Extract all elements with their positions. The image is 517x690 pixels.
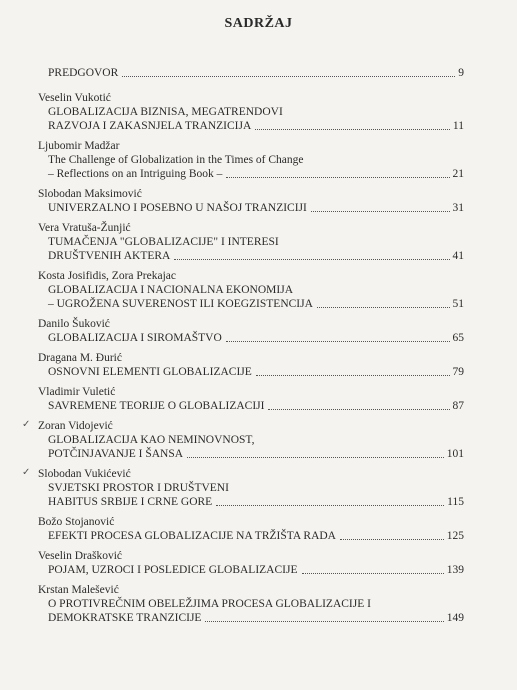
toc-title-last-line	[38, 495, 464, 509]
toc-author: Krstan Malešević	[38, 584, 119, 596]
toc-page-number: 11	[452, 120, 464, 132]
toc-entry	[38, 549, 464, 577]
dot-leader	[268, 409, 449, 410]
toc-title-text: POJAM, UZROCI I POSLEDICE GLOBALIZACIJE	[48, 564, 298, 576]
toc-page-number: 115	[447, 496, 464, 508]
dot-leader	[216, 505, 444, 506]
toc-title-last-line	[38, 611, 464, 625]
dot-leader	[311, 211, 450, 212]
toc-title-text: POTČINJAVANJE I ŠANSA	[48, 448, 184, 460]
toc-title-last-line	[38, 249, 464, 263]
toc-title-last-line	[38, 529, 464, 543]
toc-title-last-line	[38, 447, 464, 461]
toc-title-last-line	[38, 66, 464, 80]
toc-title-text: GLOBALIZACIJA KAO NEMINOVNOST,	[48, 434, 255, 446]
toc-page-number: 101	[446, 448, 464, 460]
toc-entry	[38, 385, 464, 413]
toc-title-line	[38, 105, 464, 119]
dot-leader	[226, 341, 450, 342]
toc-title-last-line	[38, 119, 464, 133]
toc-title-text: TUMAČENJA "GLOBALIZACIJE" I INTERESI	[48, 236, 279, 248]
toc-entry	[38, 317, 464, 345]
dot-leader	[205, 621, 443, 622]
toc-entry	[22, 467, 464, 509]
toc-title-line	[38, 283, 464, 297]
check-mark-icon: ✓	[22, 419, 31, 430]
toc-title-text: The Challenge of Globalization in the Times of Change	[48, 154, 304, 166]
dot-leader	[302, 573, 444, 574]
toc-title-last-line	[38, 201, 464, 215]
toc-title-last-line	[38, 297, 464, 311]
dot-leader	[340, 539, 444, 540]
toc-title-text: – Reflections on an Intriguing Book –	[48, 168, 223, 180]
dot-leader	[187, 457, 444, 458]
table-of-contents	[22, 66, 464, 631]
toc-entry	[38, 139, 464, 181]
toc-title-line	[38, 597, 464, 611]
dot-leader	[317, 307, 450, 308]
toc-page-number: 87	[452, 400, 464, 412]
toc-title-last-line	[38, 365, 464, 379]
toc-title-text: OSNOVNI ELEMENTI GLOBALIZACIJE	[48, 366, 252, 378]
toc-title-line	[38, 481, 464, 495]
toc-title-text: UNIVERZALNO I POSEBNO U NAŠOJ TRANZICIJI	[48, 202, 307, 214]
toc-author: Vladimir Vuletić	[38, 386, 116, 398]
toc-author: Ljubomir Madžar	[38, 140, 120, 152]
toc-author: Kosta Josifidis, Zora Prekajac	[38, 270, 176, 282]
toc-entry	[38, 515, 464, 543]
toc-title-text: GLOBALIZACIJA BIZNISA, MEGATRENDOVI	[48, 106, 283, 118]
toc-title-text: HABITUS SRBIJE I CRNE GORE	[48, 496, 213, 508]
toc-title-text: GLOBALIZACIJA I NACIONALNA EKONOMIJA	[48, 284, 293, 296]
toc-page-number: 149	[446, 612, 464, 624]
toc-page-number: 65	[452, 332, 464, 344]
dot-leader	[226, 177, 449, 178]
toc-page-number: 79	[452, 366, 464, 378]
toc-title-last-line	[38, 167, 464, 181]
toc-page-number: 125	[446, 530, 464, 542]
dot-leader	[255, 129, 450, 130]
toc-page-number: 139	[446, 564, 464, 576]
toc-author: Veselin Drašković	[38, 550, 122, 562]
toc-page-number: 41	[452, 250, 464, 262]
toc-title-text: SAVREMENE TEORIJE O GLOBALIZACIJI	[48, 400, 265, 412]
dot-leader	[256, 375, 450, 376]
toc-author: Slobodan Vukićević	[38, 468, 131, 480]
toc-page-number: 51	[452, 298, 464, 310]
toc-entry	[38, 91, 464, 133]
toc-title-last-line	[38, 563, 464, 577]
toc-title-last-line	[38, 331, 464, 345]
toc-title-text: EFEKTI PROCESA GLOBALIZACIJE NA TRŽIŠTA RADA	[48, 530, 336, 542]
toc-entry	[38, 187, 464, 215]
toc-author: Dragana M. Đurić	[38, 352, 122, 364]
toc-title-line	[38, 235, 464, 249]
toc-title-text: PREDGOVOR	[48, 67, 119, 79]
toc-title-text: DRUŠTVENIH AKTERA	[48, 250, 171, 262]
toc-title-text: O PROTIVREČNIM OBELEŽJIMA PROCESA GLOBALIZACIJE I	[48, 598, 371, 610]
toc-title-text: GLOBALIZACIJA I SIROMAŠTVO	[48, 332, 222, 344]
toc-page-number: 21	[452, 168, 464, 180]
toc-entry	[38, 221, 464, 263]
toc-title-text: DEMOKRATSKE TRANZICIJE	[48, 612, 202, 624]
toc-entry	[38, 269, 464, 311]
dot-leader	[174, 259, 449, 260]
toc-title-line	[38, 433, 464, 447]
toc-title-line	[38, 153, 464, 167]
toc-author: Slobodan Maksimović	[38, 188, 142, 200]
toc-title-last-line	[38, 399, 464, 413]
page-title: SADRŽAJ	[224, 16, 293, 31]
toc-entry	[38, 66, 464, 80]
toc-title-text: – UGROŽENA SUVERENOST ILI KOEGZISTENCIJA	[48, 298, 313, 310]
toc-author: Vera Vratuša-Žunjić	[38, 222, 131, 234]
toc-author: Veselin Vukotić	[38, 92, 111, 104]
toc-entry	[22, 419, 464, 461]
toc-author: Zoran Vidojević	[38, 420, 113, 432]
toc-title-text: RAZVOJA I ZAKASNJELA TRANZICIJA	[48, 120, 252, 132]
toc-author: Danilo Šuković	[38, 318, 110, 330]
toc-page-number: 31	[452, 202, 464, 214]
check-mark-icon: ✓	[22, 467, 31, 478]
toc-entry	[38, 351, 464, 379]
dot-leader	[122, 76, 455, 77]
toc-entry	[38, 583, 464, 625]
toc-title-text: SVJETSKI PROSTOR I DRUŠTVENI	[48, 482, 229, 494]
toc-author: Božo Stojanović	[38, 516, 115, 528]
toc-page-number: 9	[458, 67, 464, 79]
